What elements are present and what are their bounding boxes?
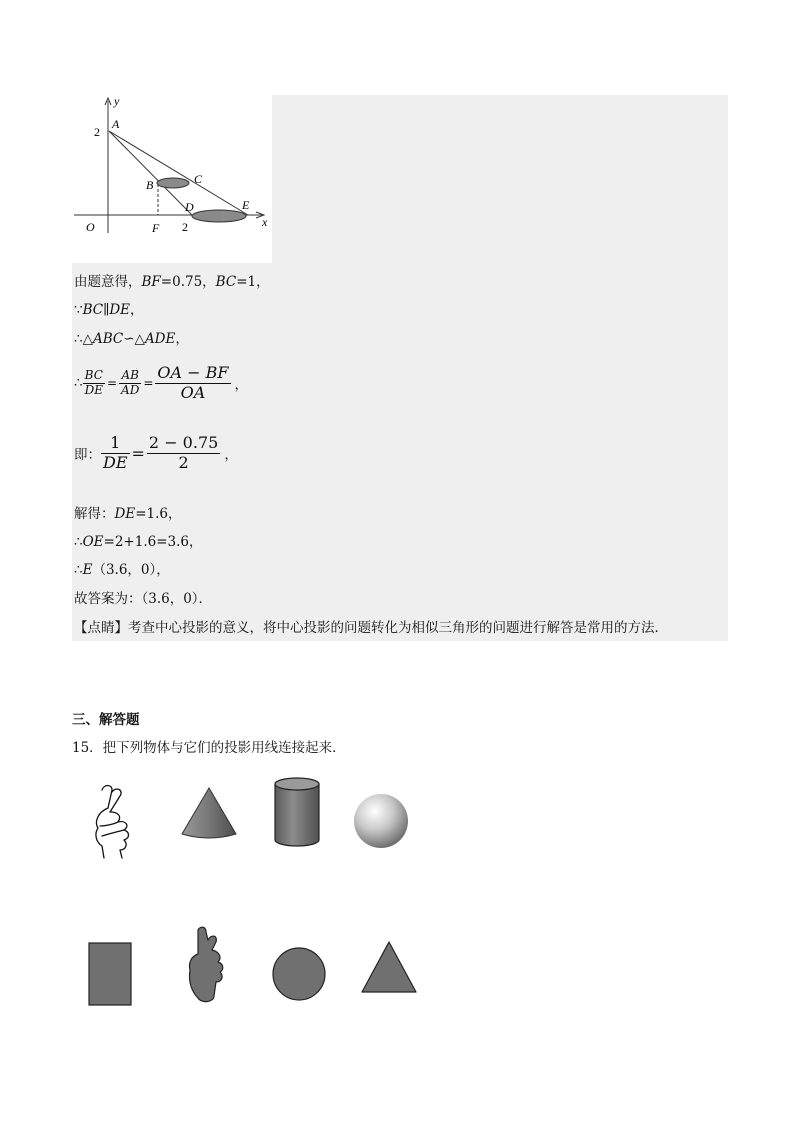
var-oe: OE (82, 534, 104, 550)
ray-ab-d (109, 131, 192, 215)
denominator: DE (84, 382, 103, 397)
var-e: E (82, 562, 93, 578)
equals: = (143, 376, 154, 390)
text: =2+1.6=3.6， (103, 534, 203, 550)
label-d: D (185, 200, 194, 214)
cone-icon (180, 786, 238, 842)
fraction-ab-ad (119, 369, 141, 398)
label-a: A (112, 117, 120, 131)
answer-line: 故答案为：（3.6，0）． (74, 591, 213, 607)
numerator: AB (119, 369, 141, 384)
numerator: OA − BF (157, 363, 229, 383)
solution-line-8 (74, 561, 170, 579)
triangle-ade: ADE (144, 331, 176, 347)
solution-line-3 (74, 330, 189, 348)
label-x: x (262, 215, 268, 229)
text: 由题意得， (74, 274, 142, 290)
circle-projection-icon (271, 946, 327, 1002)
var-bc: BC (215, 274, 237, 290)
solution-line-5 (74, 431, 238, 475)
solution-line-6 (74, 505, 181, 523)
denominator: 2 (178, 452, 189, 472)
equals: = (131, 443, 145, 463)
solution-line-2 (74, 301, 144, 319)
ray-ac-e (109, 131, 248, 215)
label-two-y: 2 (94, 125, 100, 139)
text: ， (224, 447, 238, 463)
ellipse-bc (157, 178, 189, 188)
coordinate-figure (72, 95, 272, 263)
text: ， (130, 302, 144, 318)
therefore-symbol: ∴ (74, 534, 83, 550)
section-heading: 三、解答题 (72, 712, 140, 728)
text: ∴△ (74, 331, 93, 347)
text: =0.75， (160, 274, 216, 290)
parallel-statement: BC∥DE (82, 302, 131, 318)
denominator: OA (180, 382, 206, 402)
fraction-oa-bf-oa (155, 364, 230, 402)
text: =1.6， (135, 506, 182, 522)
label-e: E (242, 198, 250, 212)
because-symbol: ∵ (74, 302, 83, 318)
label-c: C (194, 172, 203, 186)
hand-shadow-projection-icon (184, 926, 234, 1006)
question-15: 15．把下列物体与它们的投影用线连接起来． (72, 740, 346, 756)
solution-line-1 (74, 273, 270, 291)
label-f: F (152, 221, 160, 235)
fraction-2-075-2 (147, 434, 220, 472)
ellipse-de (192, 210, 246, 222)
solution-line-4 (74, 363, 248, 403)
numerator: BC (83, 369, 105, 384)
comment-line: 【点睛】考查中心投影的意义，将中心投影的问题转化为相似三角形的问题进行解答是常用的方法． (74, 620, 668, 636)
triangle-abc: ABC (92, 331, 124, 347)
label-b: B (146, 178, 154, 192)
therefore-symbol: ∴ (74, 562, 83, 578)
equals: = (106, 376, 118, 390)
text: 解得： (74, 506, 115, 522)
var-bf: BF (141, 274, 161, 290)
text: ， (234, 377, 249, 393)
numerator: 2 − 0.75 (148, 433, 219, 453)
solution-line-7 (74, 533, 203, 551)
text: 即： (74, 447, 101, 463)
similar-symbol: ∽△ (123, 331, 145, 347)
triangle-projection-icon (360, 940, 418, 994)
label-o: O (86, 220, 95, 234)
fraction-bc-de (83, 369, 105, 398)
text: ， (175, 331, 189, 347)
label-two-x: 2 (182, 220, 188, 234)
label-y: y (114, 95, 120, 108)
crossed-fingers-hand-icon (88, 782, 140, 862)
var-de: DE (114, 506, 136, 522)
text: （3.6，0）， (92, 562, 170, 578)
sphere-icon (352, 792, 410, 850)
cylinder-icon (271, 776, 323, 848)
text: =1， (236, 274, 270, 290)
solution-panel (72, 95, 728, 641)
rectangle-projection-icon (88, 942, 132, 1006)
fraction-1-de (101, 434, 130, 472)
therefore-symbol: ∴ (74, 375, 83, 391)
numerator: 1 (101, 434, 130, 453)
denominator: AD (121, 382, 140, 397)
denominator: DE (103, 452, 128, 472)
